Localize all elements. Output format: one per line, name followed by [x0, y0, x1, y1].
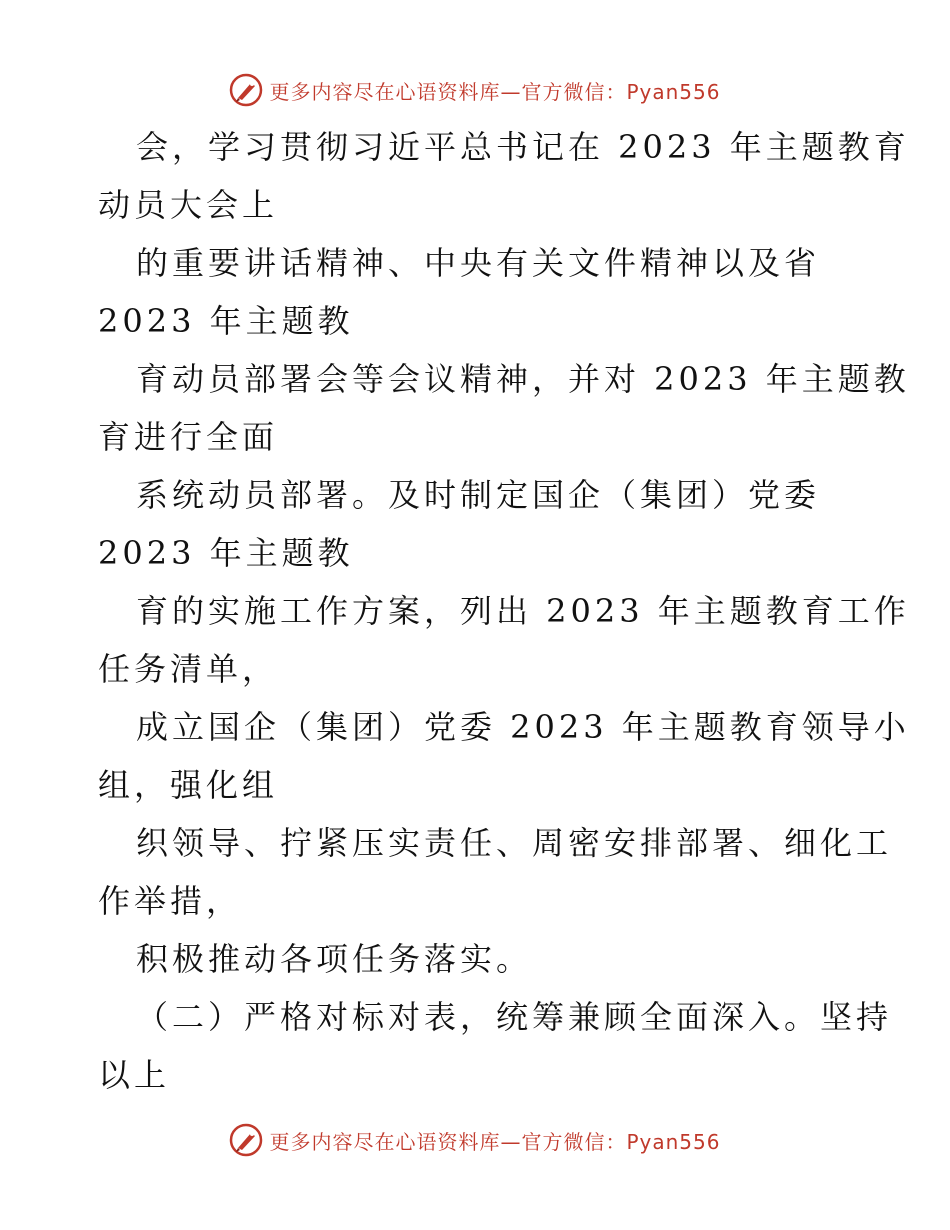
header-banner-text: 更多内容尽在心语资料库—官方微信：Pyan556 [269, 79, 721, 104]
text-line: 育的实施工作方案，列出 2023 年主题教育工作 [136, 592, 910, 630]
text-line: 任务清单， [98, 650, 279, 688]
text-line: 育动员部署会等会议精神，并对 2023 年主题教 [136, 360, 910, 398]
text-line: 动员大会上 [98, 186, 279, 224]
header-banner [0, 70, 950, 110]
text-line: 成立国企（集团）党委 2023 年主题教育领导小 [136, 708, 910, 746]
text-line: 系统动员部署。及时制定国企（集团）党委 [136, 476, 821, 514]
text-line: （二）严格对标对表，统筹兼顾全面深入。坚持 [136, 998, 893, 1036]
footer-banner [0, 1120, 950, 1160]
document-body [98, 118, 910, 1104]
text-line: 育进行全面 [98, 418, 279, 456]
text-line: 2023 年主题教 [98, 302, 354, 340]
text-line: 以上 [98, 1056, 171, 1094]
text-line: 会，学习贯彻习近平总书记在 2023 年主题教育 [136, 128, 910, 166]
text-line: 的重要讲话精神、中央有关文件精神以及省 [136, 244, 821, 282]
text-line: 作举措， [98, 882, 243, 920]
pen-logo-icon [229, 1123, 263, 1157]
text-line: 积极推动各项任务落实。 [136, 940, 533, 978]
text-line: 2023 年主题教 [98, 534, 354, 572]
footer-banner-text: 更多内容尽在心语资料库—官方微信：Pyan556 [269, 1129, 721, 1154]
text-line: 织领导、拧紧压实责任、周密安排部署、细化工 [136, 824, 893, 862]
text-line: 组，强化组 [98, 766, 279, 804]
pen-logo-icon [229, 73, 263, 107]
